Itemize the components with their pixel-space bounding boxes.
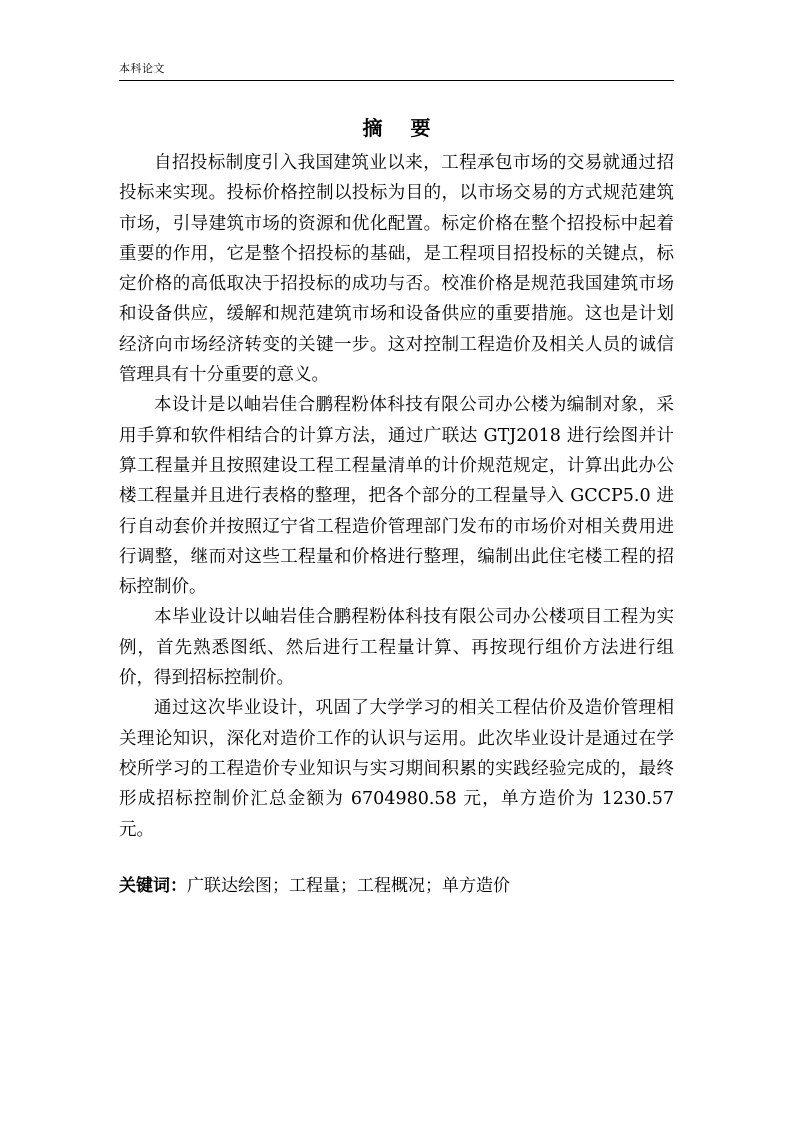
keywords-text: 广联达绘图；工程量；工程概况；单方造价 [187, 876, 510, 896]
keywords-line [119, 873, 679, 899]
abstract-paragraph-2: 本设计是以岫岩佳合鹏程粉体科技有限公司办公楼为编制对象，采用手算和软件相结合的计算方法，通过广联达 GTJ2018 进行绘图并计算工程量并且按照建设工程工程量清单的计价规范规定，计算出此办公楼工程量并且进行表格的整理，把各个部分的工程量导入 GCCP5.0 进行自动套价并按照辽宁省工程造价管理部门发布的市场价对相关费用进行调整，继而对这些工程量和价格进行整理，编制出此住宅楼工程的招标控制价。 [119, 395, 674, 598]
abstract-paragraph-4: 通过这次毕业设计，巩固了大学学习的相关工程估价及造价管理相关理论知识，深化对造价工作的认识与运用。此次毕业设计是通过在学校所学习的工程造价专业知识与实习期间积累的实践经验完成的，最终形成招标控制价汇总金额为 6704980.58 元，单方造价为 1230.57 元。 [119, 698, 674, 840]
header-divider [119, 80, 674, 81]
page-header-label: 本科论文 [119, 62, 165, 75]
keywords-label: 关键词： [119, 876, 187, 896]
abstract-paragraph-3: 本毕业设计以岫岩佳合鹏程粉体科技有限公司办公楼项目工程为实例，首先熟悉图纸、然后进行工程量计算、再按现行组价方法进行组价，得到招标控制价。 [119, 607, 674, 689]
abstract-body [119, 148, 674, 845]
abstract-paragraph-1: 自招投标制度引入我国建筑业以来，工程承包市场的交易就通过招投标来实现。投标价格控制以投标为目的，以市场交易的方式规范建筑市场，引导建筑市场的资源和优化配置。标定价格在整个招投标中起着重要的作用，它是整个招投标的基础，是工程项目招投标的关键点，标定价格的高低取决于招投标的成功与否。校准价格是规范我国建筑市场和设备供应，缓解和规范建筑市场和设备供应的重要措施。这也是计划经济向市场经济转变的关键一步。这对控制工程造价及相关人员的诚信管理具有十分重要的意义。 [119, 153, 674, 386]
abstract-title: 摘要 [362, 116, 459, 140]
